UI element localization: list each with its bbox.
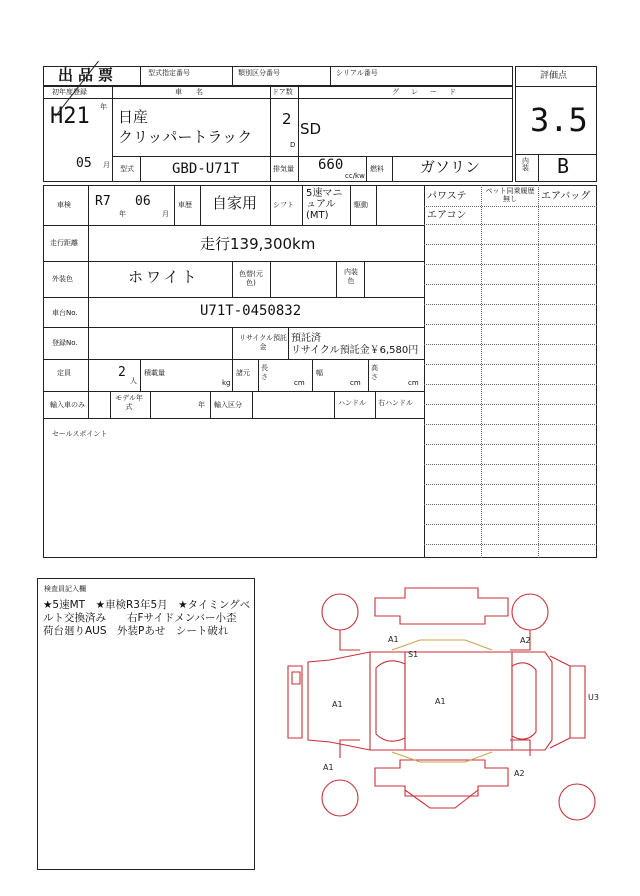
top-view-body — [308, 652, 552, 750]
grade-value: SD — [300, 120, 322, 138]
import-label: 輸入車のみ — [50, 401, 85, 409]
first-reg-year-unit: 年 — [100, 103, 107, 111]
handle-label: ハンドル — [338, 399, 366, 407]
capacity-unit: 人 — [130, 377, 137, 385]
type-value: GBD-U71T — [172, 161, 240, 177]
first-reg-month: 05 — [76, 156, 92, 171]
grade-label: グレード — [392, 88, 468, 96]
car-name-label: 車名 — [175, 88, 217, 96]
mark-front-a1: A1 — [388, 635, 399, 644]
first-reg-month-unit: 月 — [103, 161, 110, 169]
drive-label: 駆動 — [354, 201, 368, 209]
mark-front-right-a2: A2 — [520, 636, 531, 645]
mark-center-a1: A1 — [435, 697, 446, 706]
width-unit: cm — [350, 379, 361, 387]
inspection-year: R7 — [95, 194, 111, 209]
chassis-value: U71T-0450832 — [200, 303, 302, 319]
dims-label: 諸元 — [236, 369, 250, 377]
inspection-month-unit: 月 — [162, 210, 169, 218]
model-name: クリッパートラック — [118, 128, 253, 146]
vehicle-diagram — [280, 580, 620, 880]
mileage-label: 走行距離 — [50, 239, 78, 247]
usage-label: 車歴 — [178, 201, 192, 209]
model-year-unit: 年 — [198, 401, 205, 409]
form-title: 出品票 — [58, 66, 119, 84]
interior-score-label: 内装 — [522, 157, 529, 172]
recycle-amount: リサイクル預託金￥6,580円 — [291, 345, 419, 356]
displacement-label: 排気量 — [273, 165, 294, 173]
doors-label: ドア数 — [272, 88, 293, 96]
mark-rear-left-a1: A1 — [323, 763, 334, 772]
inspector-label: 検査員記入欄 — [44, 585, 86, 593]
capacity-label: 定員 — [57, 369, 71, 377]
length-label: 長さ — [261, 364, 268, 381]
interior-score-value: B — [557, 154, 570, 178]
displacement-unit: cc/kw — [345, 172, 365, 180]
doors-value: 2 — [282, 110, 292, 128]
rear-view — [570, 666, 585, 738]
displacement-value: 660 — [318, 157, 344, 173]
reg-no-label: 登録No. — [52, 339, 78, 347]
equipment-air-conditioner: エアコン — [427, 210, 467, 221]
type-label: 型式 — [120, 165, 134, 173]
import-category-label: 輸入区分 — [214, 401, 242, 409]
shift-label: シフト — [273, 201, 294, 209]
length-unit: cm — [294, 379, 305, 387]
recycle-label: リサイクル預託金 — [238, 334, 288, 351]
first-reg-label: 初年度登録 — [52, 88, 87, 96]
model-designation-label: 型式指定番号 — [148, 69, 190, 77]
category-no-label: 類別区分番号 — [238, 69, 280, 77]
fuel-label: 燃料 — [370, 165, 384, 173]
wheel-front-left — [322, 594, 358, 630]
fuel-value: ガソリン — [420, 158, 481, 176]
side-view-bottom — [375, 760, 508, 796]
first-reg-year: H21 — [50, 104, 90, 129]
doors-unit: D — [290, 141, 296, 149]
score-label: 評価点 — [540, 71, 568, 81]
inspector-notes: ★5速MT ★車検R3年5月 ★タイミングベルト交換済み 右Fサイドメンバー小歪 荷台廻りAUS 外装Pあせ シート破れ — [43, 599, 251, 637]
color-value: ホワイト — [128, 268, 200, 286]
side-view-top — [375, 588, 508, 624]
serial-no-label: シリアル番号 — [336, 69, 378, 77]
inspection-month: 06 — [135, 194, 151, 209]
equipment-power-steering: パワステ — [427, 191, 467, 202]
inspection-year-unit: 年 — [119, 210, 126, 218]
wheel-front-right — [512, 594, 548, 630]
width-label: 幅 — [316, 369, 323, 377]
equipment-pet-free: ペット同乗履歴無し — [485, 187, 535, 203]
recycle-status: 預託済 — [291, 333, 321, 344]
sales-point-label: セールスポイント — [52, 430, 108, 438]
wheel-rear-left — [322, 780, 358, 816]
maker-name: 日産 — [118, 108, 149, 126]
usage-value: 自家用 — [212, 194, 258, 212]
shift-value: 5速マニュアル(MT) — [306, 188, 343, 221]
color-label: 外装色 — [52, 275, 73, 283]
mileage-value: 走行139,300km — [200, 235, 316, 253]
load-unit: kg — [222, 379, 231, 387]
mark-u3: U3 — [588, 693, 599, 702]
height-label: 高さ — [371, 364, 378, 381]
model-year-label: モデル年式 — [115, 394, 143, 411]
equipment-airbag: エアバッグ — [541, 191, 591, 202]
handle-value: 右ハンドル — [378, 399, 413, 407]
capacity-value: 2 — [118, 365, 126, 380]
front-view — [288, 666, 302, 738]
chassis-label: 車台No. — [52, 309, 78, 317]
height-unit: cm — [408, 379, 419, 387]
mark-s1: S1 — [408, 650, 419, 659]
wheel-rear-right — [559, 784, 595, 820]
color-change-label: 色替(元色) — [239, 270, 263, 287]
mark-side-a1: A1 — [332, 700, 343, 709]
load-label: 積載量 — [144, 369, 165, 377]
interior-color-label: 内装色 — [344, 268, 358, 285]
inspection-label: 車検 — [57, 201, 71, 209]
mark-rear-right-a2: A2 — [514, 769, 525, 778]
score-value: 3.5 — [530, 101, 588, 139]
